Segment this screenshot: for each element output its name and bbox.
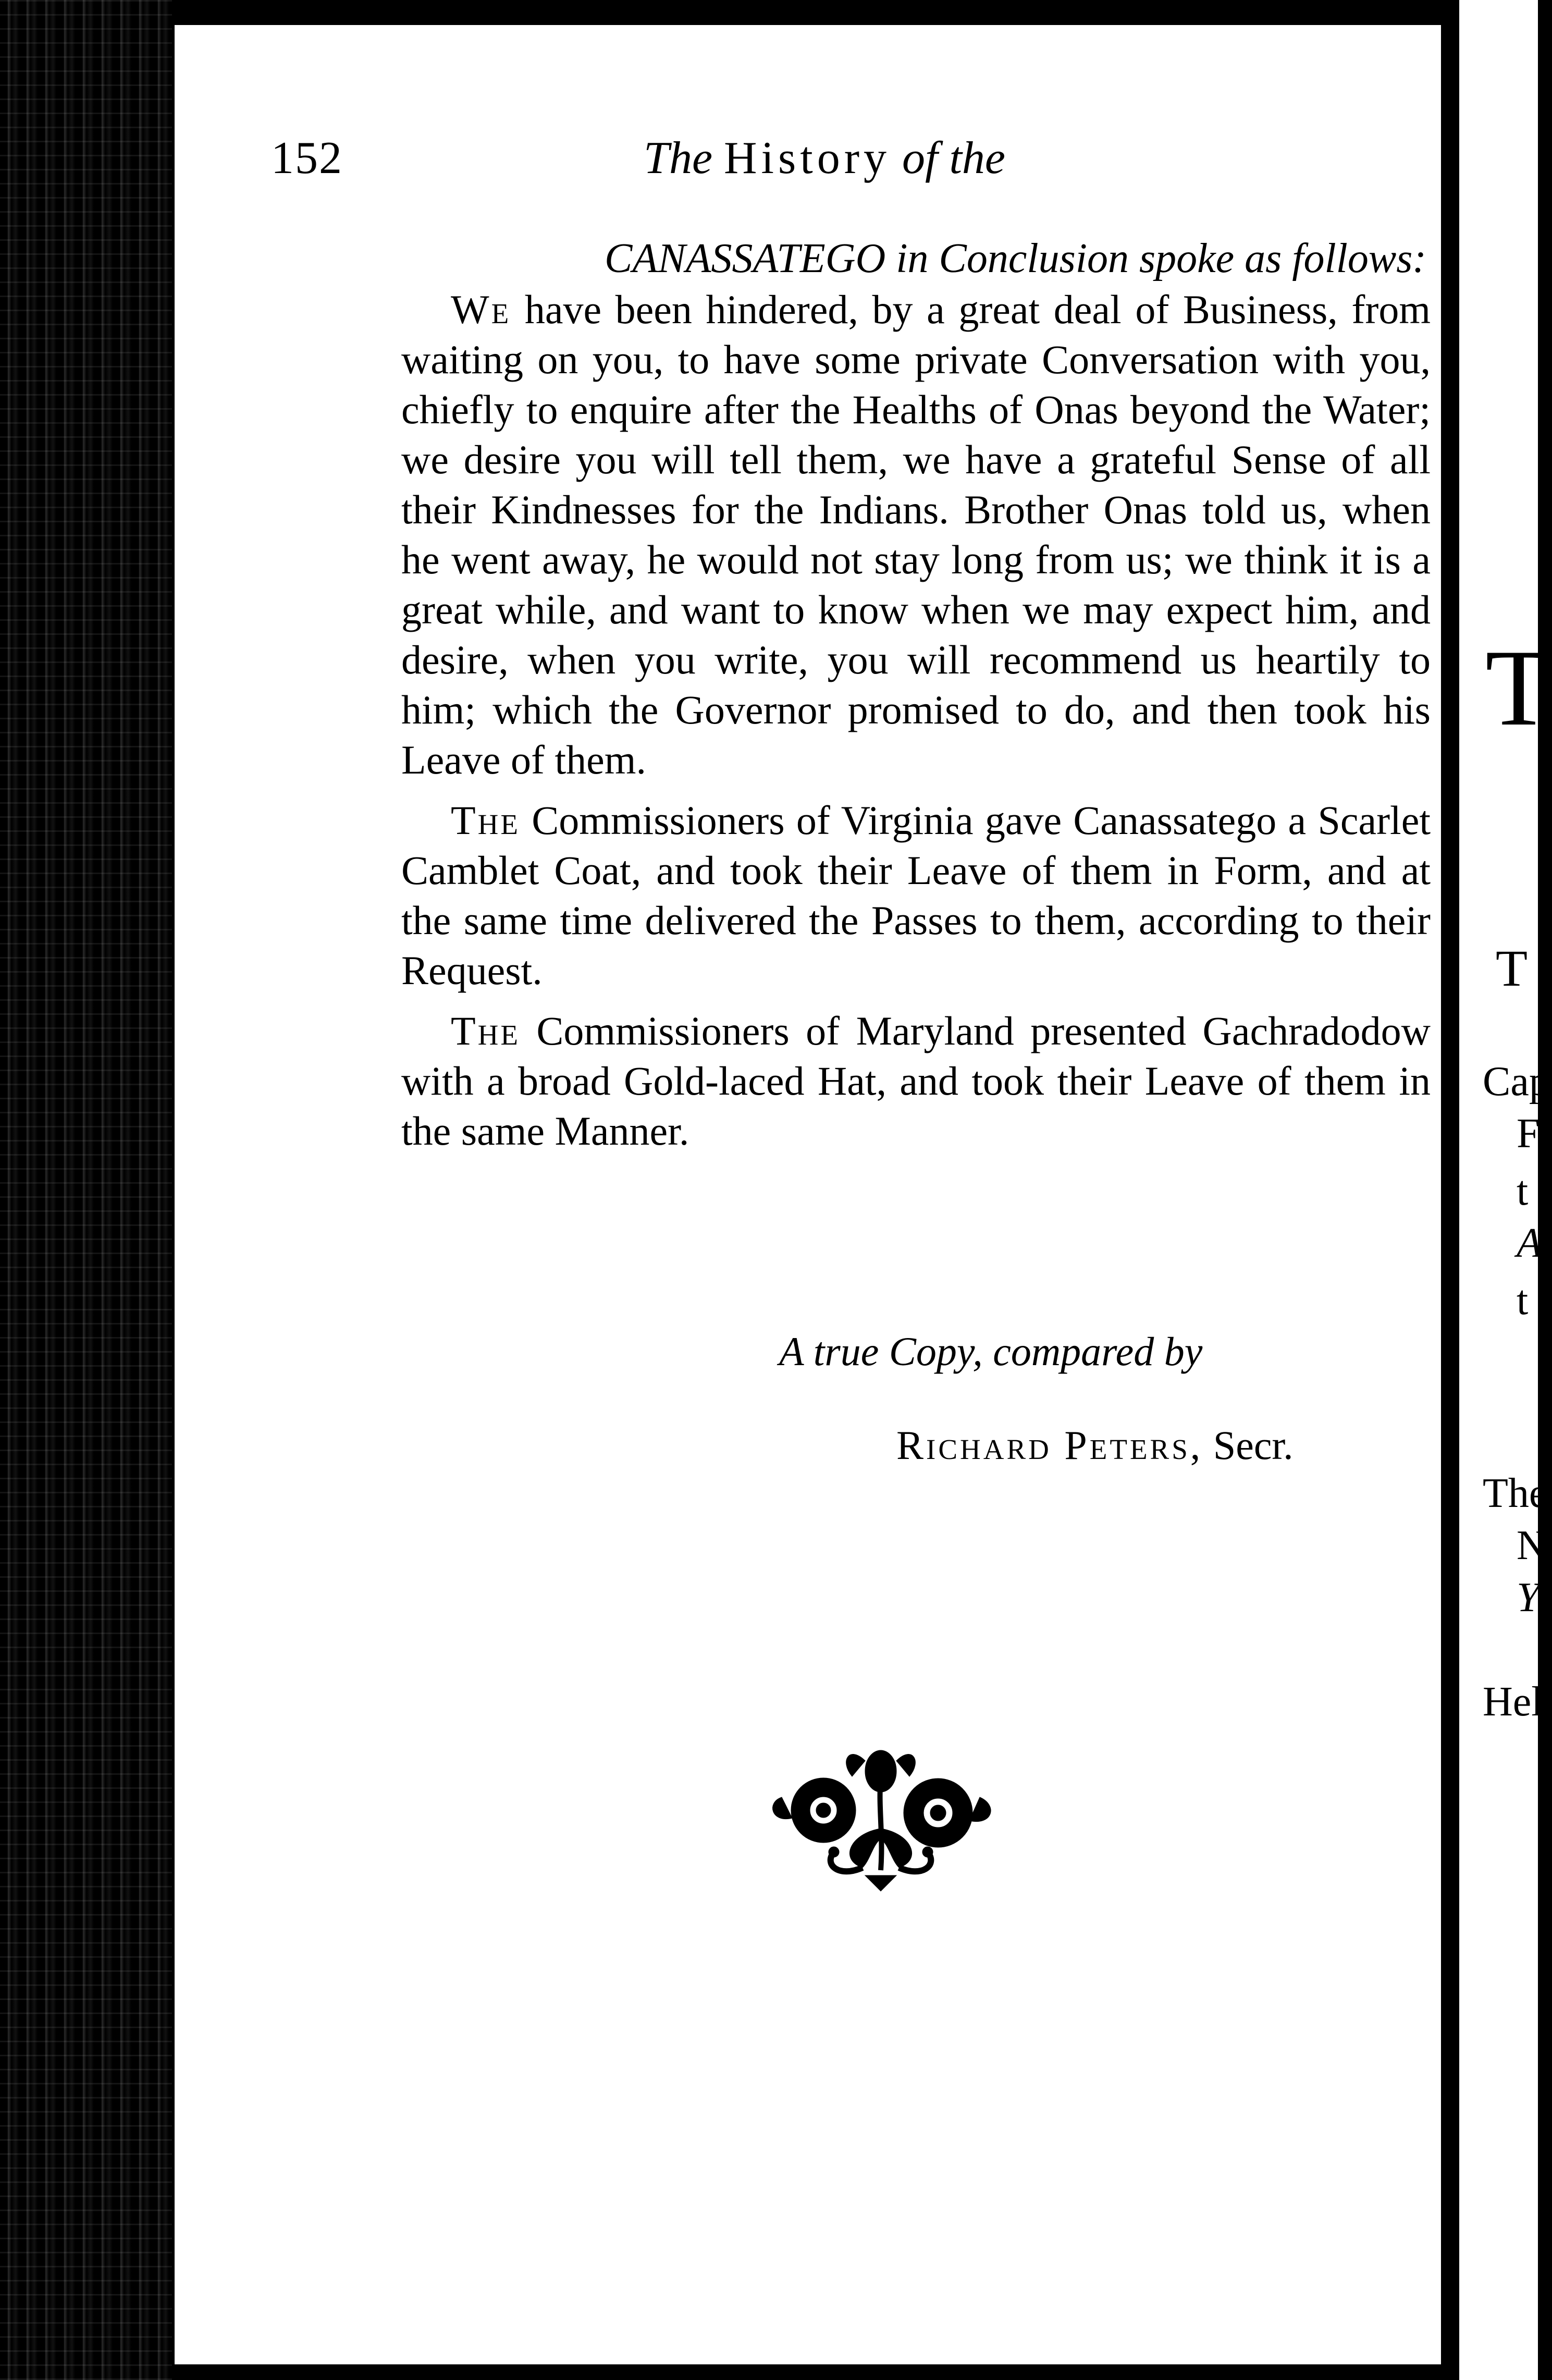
attestation-line: A true Copy, compared by (779, 1329, 1203, 1374)
paragraph-3 (401, 1006, 1431, 1156)
paragraph-text: Commissioners of Virginia gave Canassatego a Scarlet Camblet Coat, and took their Leave of them in Form, and at the same time delivered the Passes to them, according to their Request. (401, 798, 1431, 993)
paragraph-1 (401, 285, 1431, 785)
paragraph-lead: We (451, 287, 511, 332)
facing-fragment: A (1517, 1220, 1542, 1266)
floral-tailpiece-icon (761, 1740, 1001, 1896)
heading-speaker: CANASSATEGO (605, 236, 886, 281)
heading-rest: in Conclusion spoke as follows: (896, 236, 1427, 281)
paragraph-text: have been hindered, by a great deal of Business, from waiting on you, to have some private Conversation with you, chiefly to enquire after the Healths of Onas beyond the Water; we desire you will tell them, we have a grateful Sense of all their Kindnesses for the Indians. Brother Onas told us, when he went away, he would not stay long from us; we think it is a great while, and want to know when we may expect him, and desire, when you write, you will recommend us heartily to him; which the Governor promised to do, and then took his Leave of them. (401, 287, 1431, 782)
signatory-name: Richard Peters, (896, 1422, 1203, 1468)
page-gap (1441, 0, 1459, 2380)
facing-fragment: T (1485, 628, 1552, 749)
facing-page (1459, 0, 1552, 2380)
facing-fragment: t (1517, 1278, 1529, 1323)
running-head-post: of the (902, 133, 1005, 183)
facing-fragment: T (1496, 939, 1528, 997)
facing-fragment: Y (1517, 1575, 1540, 1621)
facing-fragment: F (1517, 1111, 1540, 1157)
facing-fragment: Cap (1483, 1059, 1550, 1105)
page-number: 152 (271, 133, 343, 183)
facing-fragment: Hel (1483, 1679, 1543, 1725)
running-head-title: History (724, 133, 891, 183)
body-text (401, 234, 1431, 1167)
paragraph-text: Commissioners of Maryland presented Gachradodow with a broad Gold-laced Hat, and took their Leave of them in the same Manner. (401, 1008, 1431, 1154)
paragraph-lead: The (451, 1008, 520, 1053)
signatory-title: Secr. (1213, 1422, 1294, 1468)
running-head-pre: The (644, 133, 712, 183)
paragraph-2 (401, 795, 1431, 996)
facing-fragment: The (1483, 1470, 1548, 1516)
section-heading (401, 234, 1431, 284)
scanned-gutter (0, 0, 172, 2380)
paragraph-lead: The (451, 798, 520, 843)
running-head (644, 132, 1425, 185)
facing-fragment: N (1517, 1523, 1547, 1568)
signature-line (896, 1422, 1294, 1469)
book-page (175, 25, 1441, 2364)
facing-fragment: t (1517, 1168, 1529, 1214)
